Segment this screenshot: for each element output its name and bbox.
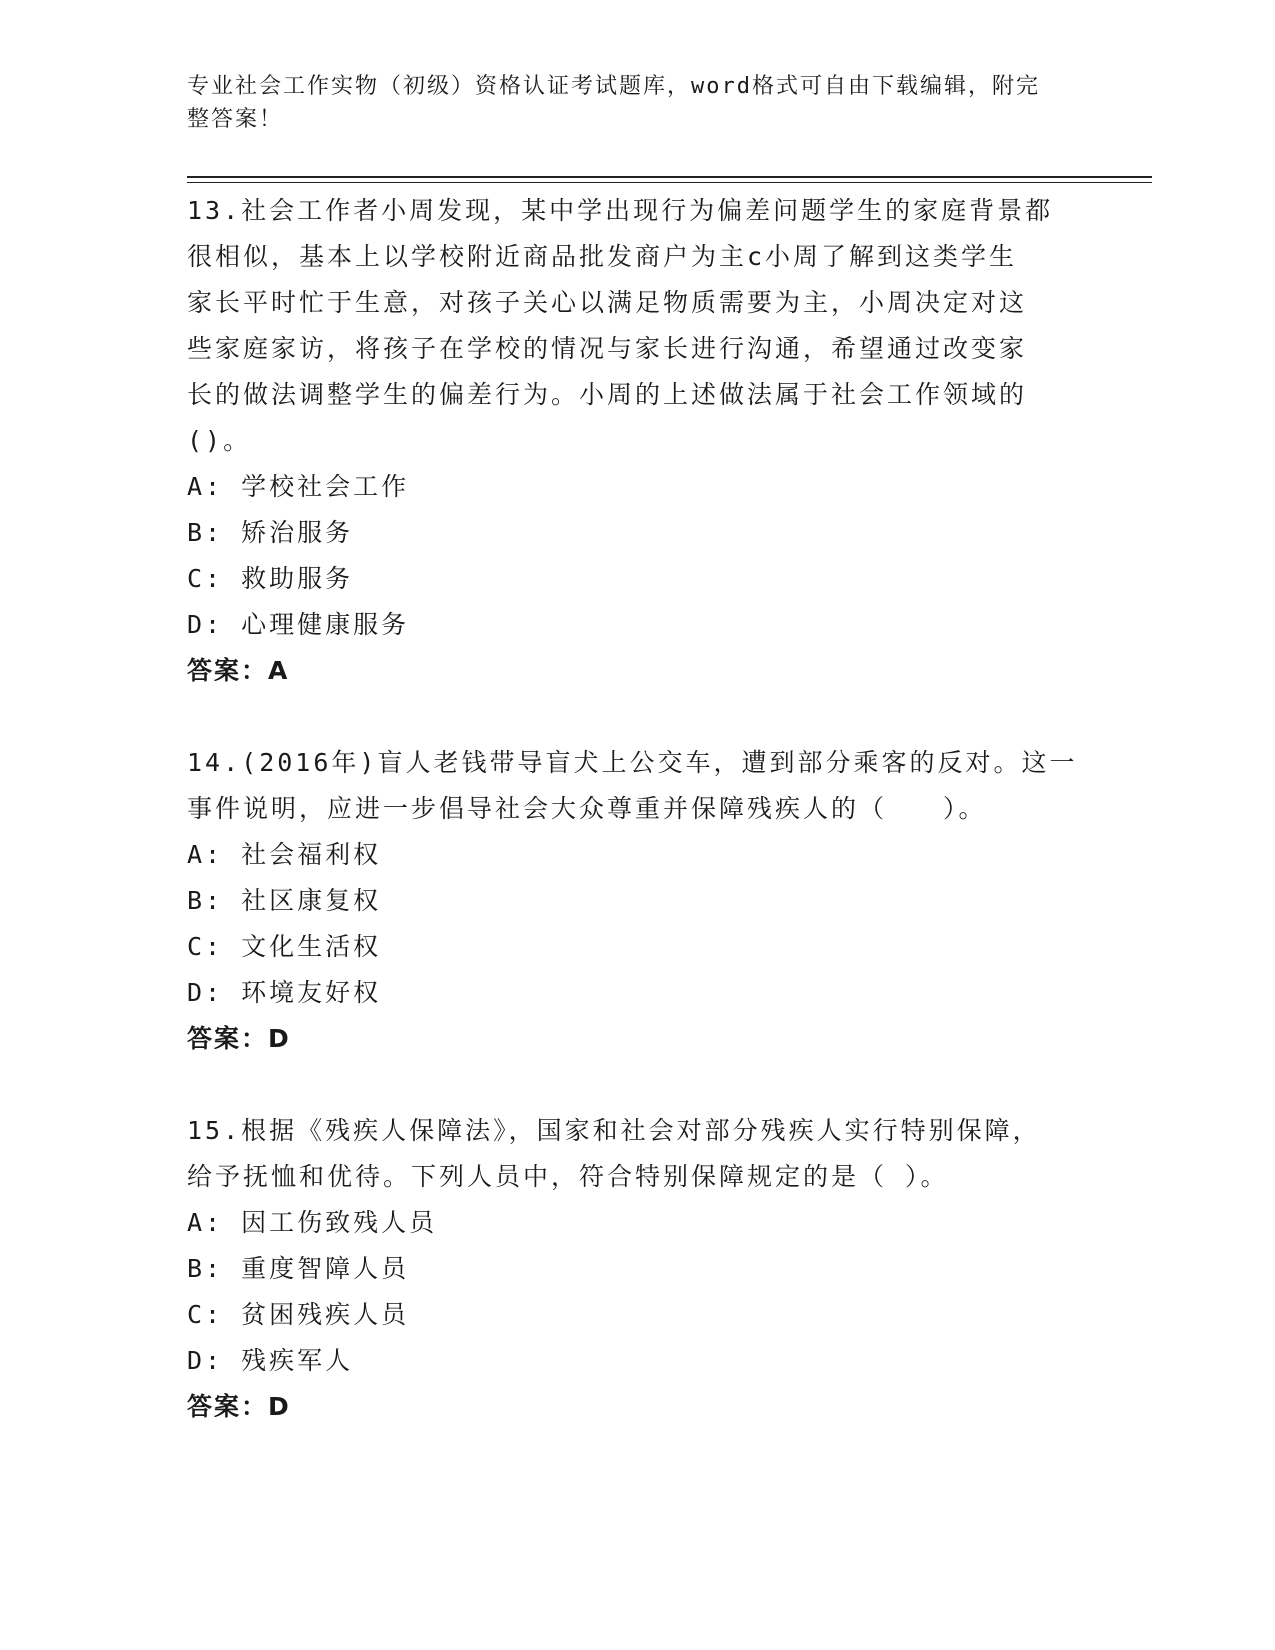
question-stem xyxy=(187,1108,1087,1200)
stem-line: 事件说明，应进一步倡导社会大众尊重并保障残疾人的（ ）。 xyxy=(187,794,987,823)
question-stem xyxy=(187,740,1087,832)
question-14 xyxy=(187,740,1087,1062)
option-d: D: 心理健康服务 xyxy=(187,610,410,639)
header-line-2: 整答案！ xyxy=(187,107,284,132)
stem-line: 长的做法调整学生的偏差行为。小周的上述做法属于社会工作领域的 xyxy=(187,380,1028,409)
header-divider-thin xyxy=(187,182,1152,183)
stem-line: 13.社会工作者小周发现，某中学出现行为偏差问题学生的家庭背景都 xyxy=(187,196,1054,225)
option-a: A: 因工伤致残人员 xyxy=(187,1208,438,1237)
stem-line: 家长平时忙于生意，对孩子关心以满足物质需要为主，小周决定对这 xyxy=(187,288,1028,317)
answer-label: 答案：D xyxy=(187,1392,291,1421)
stem-line: 15.根据《残疾人保障法》，国家和社会对部分残疾人实行特别保障， xyxy=(187,1116,1041,1145)
option-d: D: 残疾军人 xyxy=(187,1346,354,1375)
document-header xyxy=(187,70,1067,136)
option-a: A: 学校社会工作 xyxy=(187,472,410,501)
answer-label: 答案：A xyxy=(187,656,290,685)
option-b: B: 社区康复权 xyxy=(187,886,382,915)
option-b: B: 重度智障人员 xyxy=(187,1254,410,1283)
option-c: C: 救助服务 xyxy=(187,564,354,593)
option-c: C: 文化生活权 xyxy=(187,932,382,961)
header-divider-thick xyxy=(187,176,1152,178)
option-c: C: 贫困残疾人员 xyxy=(187,1300,410,1329)
question-list xyxy=(187,188,1087,1476)
stem-line: 给予抚恤和优待。下列人员中，符合特别保障规定的是（ ）。 xyxy=(187,1162,949,1191)
stem-line: 些家庭家访，将孩子在学校的情况与家长进行沟通，希望通过改变家 xyxy=(187,334,1028,363)
option-d: D: 环境友好权 xyxy=(187,978,382,1007)
question-15 xyxy=(187,1108,1087,1430)
question-13 xyxy=(187,188,1087,694)
question-stem xyxy=(187,188,1087,464)
answer-label: 答案：D xyxy=(187,1024,291,1053)
stem-line: 14.(2016年)盲人老钱带导盲犬上公交车，遭到部分乘客的反对。这一 xyxy=(187,748,1078,777)
stem-line: ()。 xyxy=(187,426,252,455)
option-b: B: 矫治服务 xyxy=(187,518,354,547)
option-a: A: 社会福利权 xyxy=(187,840,382,869)
stem-line: 很相似，基本上以学校附近商品批发商户为主c小周了解到这类学生 xyxy=(187,242,1018,271)
header-line-1: 专业社会工作实物（初级）资格认证考试题库，word格式可自由下载编辑，附完 xyxy=(187,74,1040,99)
